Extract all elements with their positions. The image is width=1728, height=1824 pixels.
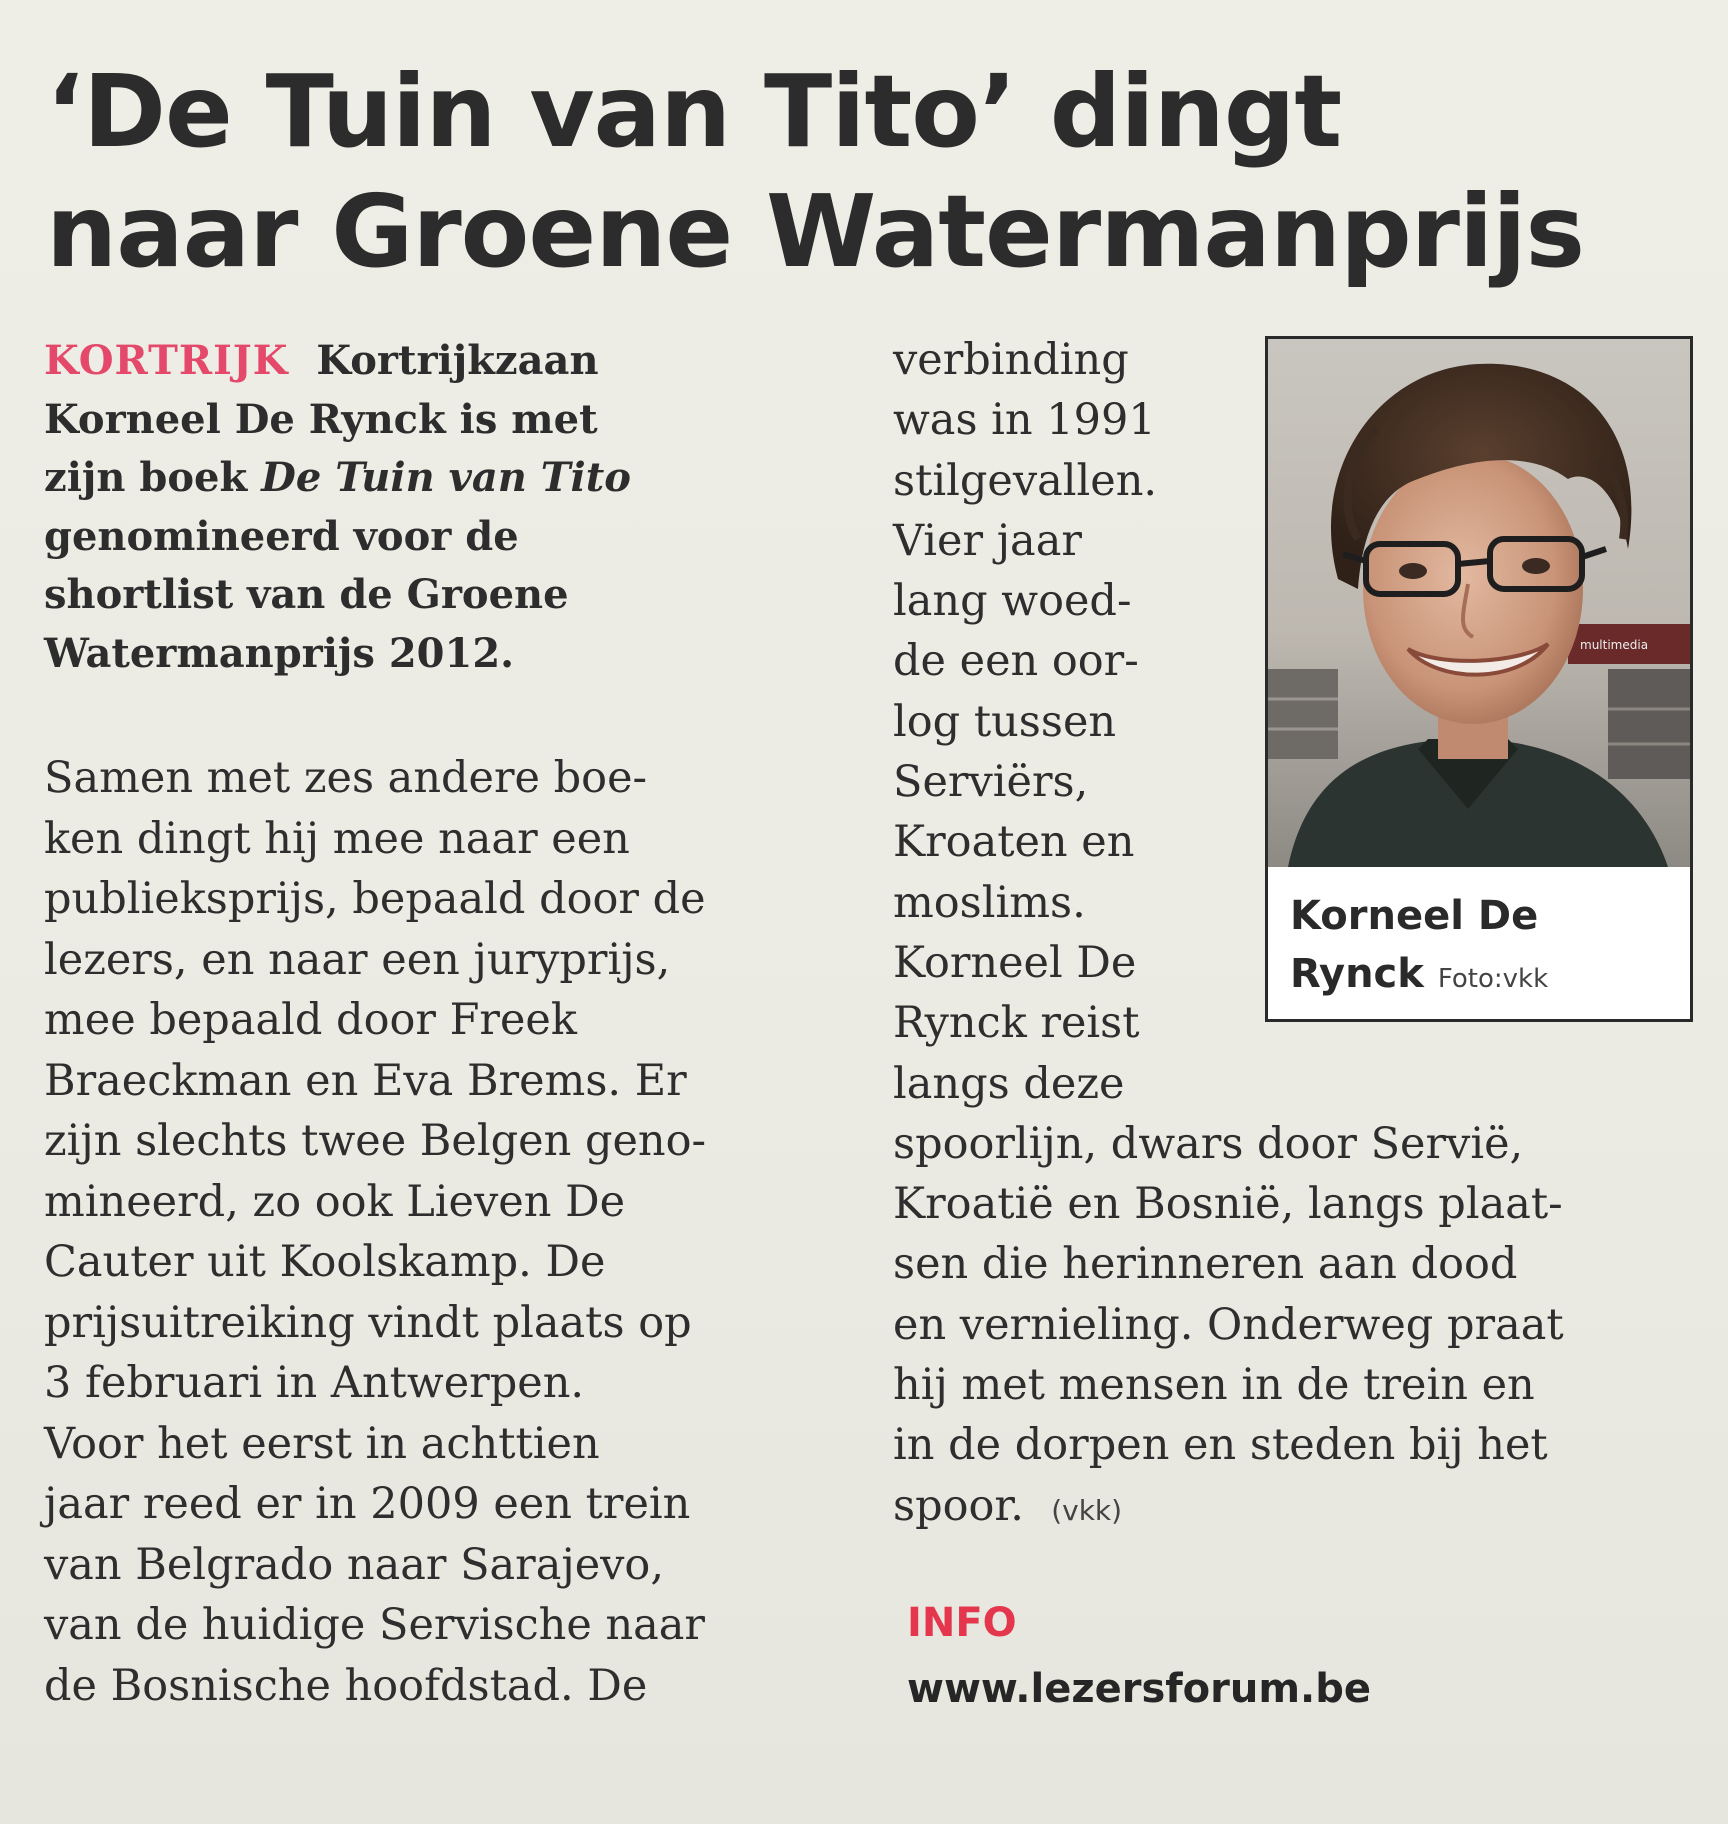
body-line-last [893, 1476, 1713, 1541]
body-line: sen die herinneren aan dood [893, 1239, 1518, 1290]
body-line: 3 februari in Antwerpen. [44, 1358, 585, 1408]
info-label: INFO [907, 1600, 1017, 1646]
info-block [907, 1596, 1371, 1716]
store-sign: multimedia [1580, 638, 1649, 652]
body-line: Rynck reist [893, 998, 1140, 1049]
body-line: de een oor- [893, 636, 1139, 687]
body-line: de Bosnische hoofdstad. De [44, 1660, 648, 1711]
body-line: Serviërs, [893, 757, 1089, 808]
headline-line-1: ‘De Tuin van Tito’ dingt [46, 53, 1342, 170]
body-line: Kroaten en [893, 817, 1135, 868]
caption-text: Rynck [1290, 951, 1424, 997]
lead-line: Watermanprijs 2012. [44, 629, 515, 677]
body-line: spoorlijn, dwars door Servië, [893, 1118, 1524, 1169]
lead-line: genomineerd voor de [44, 512, 519, 560]
body-line: lezers, en naar een juryprijs, [44, 934, 671, 985]
body-line: zijn slechts twee Belgen geno- [44, 1116, 707, 1166]
body-line: ken dingt hij mee naar een [44, 813, 630, 864]
body-line: Vier jaar [893, 515, 1082, 566]
lead-paragraph [44, 332, 814, 683]
author-photo [1268, 339, 1690, 867]
body-line: in de dorpen en steden bij het [893, 1420, 1548, 1471]
lead-text: zijn boek [44, 454, 262, 501]
caption-line: Korneel De [1290, 893, 1539, 939]
headline [46, 52, 1706, 292]
dateline: KORTRIJK [44, 337, 289, 384]
photo-caption [1290, 887, 1680, 1008]
body-column-left [44, 748, 824, 1716]
body-line: Korneel De [893, 937, 1137, 988]
body-line: log tussen [893, 696, 1117, 747]
body-line: was in 1991 [893, 395, 1156, 446]
body-line: hij met mensen in de trein en [893, 1360, 1535, 1411]
body-line: Braeckman en Eva Brems. Er [44, 1055, 687, 1106]
body-line: jaar reed er in 2009 een trein [44, 1479, 691, 1529]
body-line: stilgevallen. [893, 455, 1158, 506]
body-line: moslims. [893, 877, 1086, 928]
body-line: verbinding [893, 335, 1129, 385]
lead-text: Kortrijkzaan [316, 337, 599, 384]
info-url: www.lezersforum.be [907, 1666, 1372, 1712]
author-signoff: (vkk) [1051, 1493, 1123, 1527]
book-title: De Tuin van Tito [261, 454, 631, 501]
body-line: mineerd, zo ook Lieven De [44, 1176, 626, 1227]
body-text: spoor. [893, 1480, 1024, 1531]
body-line: Samen met zes andere boe- [44, 753, 648, 803]
caption-line [1290, 945, 1680, 1008]
body-line: prijsuitreiking vindt plaats op [44, 1297, 692, 1348]
body-line: Kroatië en Bosnië, langs plaat- [893, 1179, 1563, 1230]
lead-line [44, 449, 814, 508]
lead-line: Korneel De Rynck is met [44, 395, 598, 443]
body-line: lang woed- [893, 576, 1132, 627]
lead-line: shortlist van de Groene [44, 571, 569, 618]
body-line: Cauter uit Koolskamp. De [44, 1237, 606, 1287]
body-line: en vernieling. Onderweg praat [893, 1299, 1564, 1350]
photo-credit: Foto:vkk [1437, 964, 1549, 994]
body-line: van de huidige Servische naar [44, 1600, 705, 1650]
headline-line-2: naar Groene Watermanprijs [46, 173, 1585, 290]
body-line: langs deze [893, 1058, 1125, 1109]
body-line: mee bepaald door Freek [44, 995, 577, 1045]
body-line: van Belgrado naar Sarajevo, [44, 1539, 664, 1590]
body-line: Voor het eerst in achttien [44, 1418, 600, 1469]
body-line: publieksprijs, bepaald door de [44, 874, 706, 924]
lead-line [44, 332, 814, 391]
photo-box [1265, 336, 1693, 1022]
portrait-image [1268, 339, 1690, 867]
